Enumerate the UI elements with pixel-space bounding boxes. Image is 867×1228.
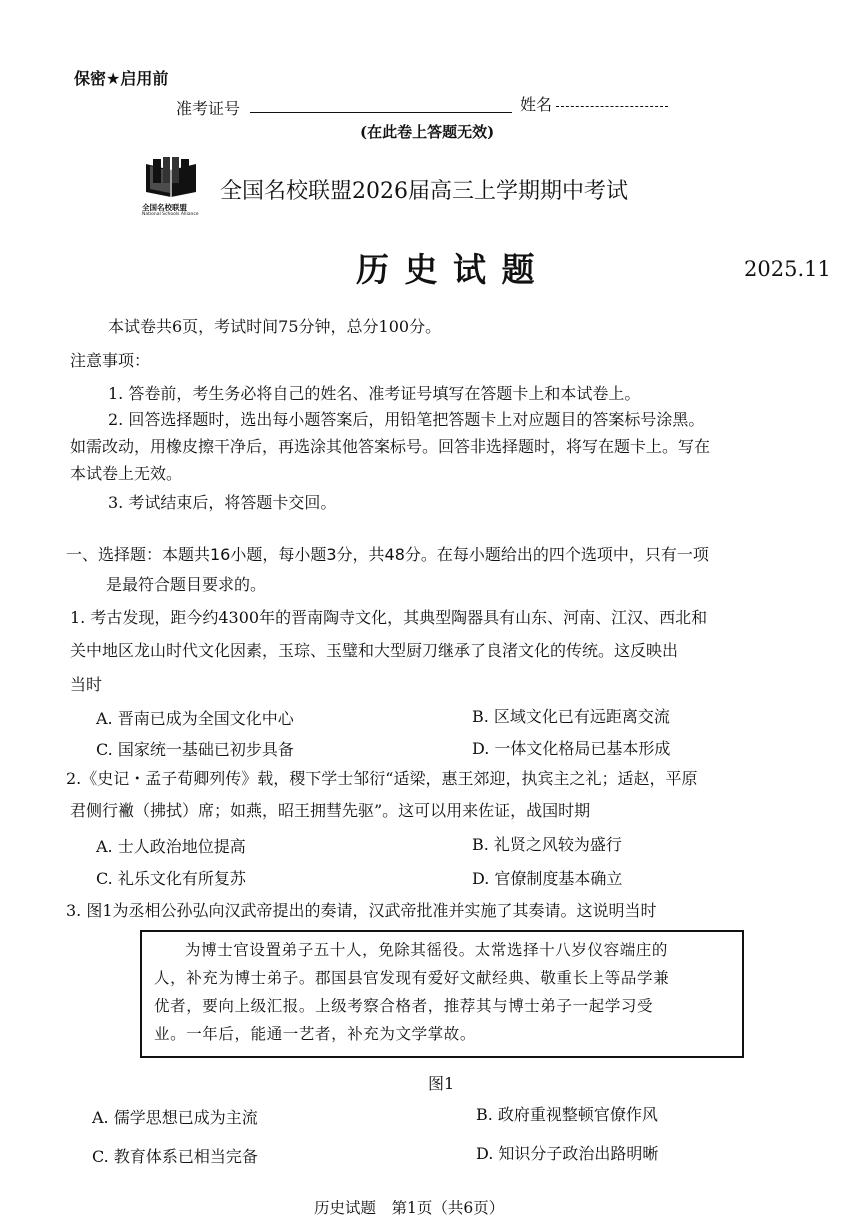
name-label: 姓名 <box>520 95 553 114</box>
note-item: 1. 答卷前，考生务必将自己的姓名、准考证号填写在答题卡上和本试卷上。 <box>108 384 641 403</box>
q1-option-b[interactable]: B. 区域文化已有远距离交流 <box>472 707 670 726</box>
note-item: 本试卷上无效。 <box>70 464 183 483</box>
figure-1-line: 业。一年后，能通一艺者，补充为文学掌故。 <box>154 1025 477 1043</box>
figure-1-box <box>140 930 744 1058</box>
q1-option-c[interactable]: C. 国家统一基础已初步具备 <box>96 740 294 759</box>
exam-title: 全国名校联盟2026届高三上学期期中考试 <box>220 179 628 204</box>
q2-option-a[interactable]: A. 士人政治地位提高 <box>96 837 246 856</box>
section-heading: 一、选择题：本题共16小题，每小题3分，共48分。在每小题给出的四个选项中，只有一项 <box>66 545 709 564</box>
page-footer: 历史试题 第1页（共6页） <box>314 1199 505 1217</box>
exam-date: 2025.11 <box>744 257 831 281</box>
q2-option-d[interactable]: D. 官僚制度基本确立 <box>472 869 623 888</box>
book-logo-icon <box>142 156 200 198</box>
question-1-line: 关中地区龙山时代文化因素，玉琮、玉璧和大型厨刀继承了良渚文化的传统。这反映出 <box>70 641 679 660</box>
section-heading-cont: 是最符合题目要求的。 <box>106 575 267 594</box>
logo-text: 全国名校联盟 <box>142 203 187 212</box>
question-2-line: 2.《史记・孟子荀卿列传》载，稷下学士邹衍“适梁，惠王郊迎，执宾主之礼；适赵，平原 <box>66 769 698 788</box>
figure-1-line: 为博士官设置弟子五十人，免除其徭役。太常选择十八岁仪容端庄的 <box>185 941 669 959</box>
exam-id-field[interactable] <box>250 112 512 113</box>
q3-option-d[interactable]: D. 知识分子政治出路明晰 <box>476 1144 659 1163</box>
question-1-line: 当时 <box>70 675 103 694</box>
name-field[interactable] <box>556 106 668 107</box>
figure-1-caption: 图1 <box>428 1074 455 1093</box>
note-item: 2. 回答选择题时，选出每小题答案后，用铅笔把答题卡上对应题目的答案标号涂黑。 <box>108 410 705 429</box>
q3-option-a[interactable]: A. 儒学思想已成为主流 <box>92 1108 258 1127</box>
note-item: 3. 考试结束后，将答题卡交回。 <box>108 493 337 512</box>
q2-option-b[interactable]: B. 礼贤之风较为盛行 <box>472 835 622 854</box>
notes-heading: 注意事项： <box>70 351 151 370</box>
intro-text: 本试卷共6页，考试时间75分钟，总分100分。 <box>108 317 442 336</box>
q3-option-b[interactable]: B. 政府重视整顿官僚作风 <box>476 1105 658 1124</box>
exam-id-label: 准考证号 <box>176 99 241 118</box>
question-3-line: 3. 图1为丞相公孙弘向汉武帝提出的奏请，汉武帝批准并实施了其奏请。这说明当时 <box>66 901 657 920</box>
q3-option-c[interactable]: C. 教育体系已相当完备 <box>92 1147 258 1166</box>
q1-option-a[interactable]: A. 晋南已成为全国文化中心 <box>96 709 294 728</box>
q1-option-d[interactable]: D. 一体文化格局已基本形成 <box>472 739 671 758</box>
figure-1-line: 人，补充为博士弟子。郡国县官发现有爱好文献经典、敬重长上等品学兼 <box>154 969 670 987</box>
question-1-line: 1. 考古发现，距今约4300年的晋南陶寺文化，其典型陶器具有山东、河南、江汉、西北和 <box>70 608 708 627</box>
q2-option-c[interactable]: C. 礼乐文化有所复苏 <box>96 869 246 888</box>
note-item: 如需改动，用橡皮擦干净后，再选涂其他答案标号。回答非选择题时，将写在题卡上。写在 <box>70 437 711 456</box>
subject-title: 历 史 试 题 <box>356 250 537 289</box>
logo-subtext: National Schools Alliance <box>142 212 199 217</box>
alliance-logo <box>142 156 200 216</box>
figure-1-line: 优者，要向上级汇报。上级考察合格者，推荐其与博士弟子一起学习受 <box>154 997 654 1015</box>
question-2-line: 君侧行襒（拂拭）席；如燕，昭王拥彗先驱”。这可以用来佐证，战国时期 <box>70 801 591 820</box>
invalid-note: (在此卷上答题无效) <box>360 123 495 141</box>
confidential-label: 保密★启用前 <box>74 69 169 88</box>
